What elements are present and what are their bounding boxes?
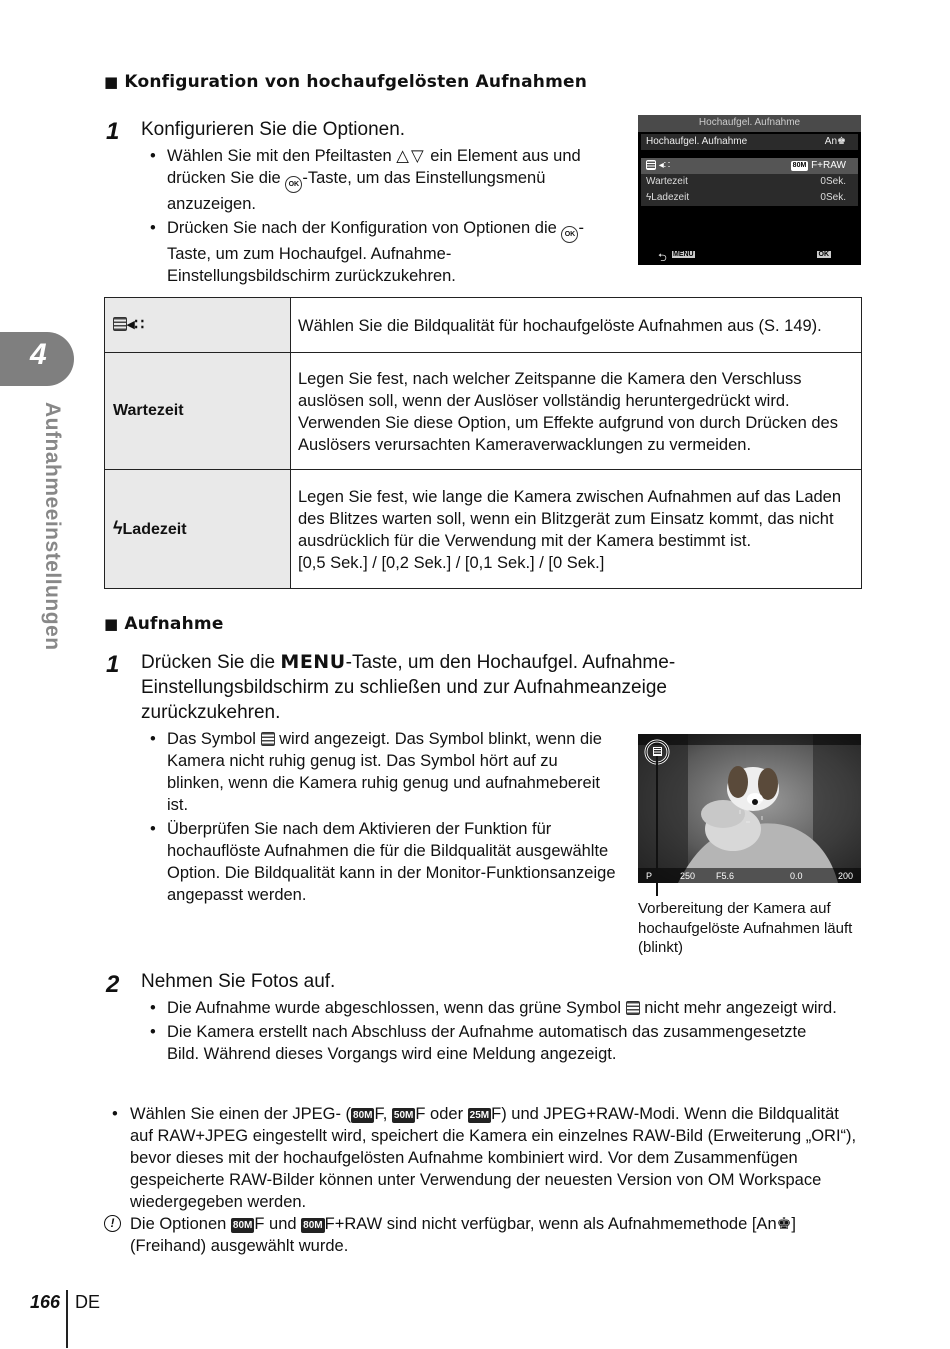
page-number: 166 [30, 1292, 61, 1312]
mode-label: P [646, 871, 653, 881]
table-key [105, 298, 291, 353]
quality-50m-icon: 50M [393, 1110, 414, 1121]
ev-readout: 0.0 [790, 871, 803, 881]
handheld-icon: ♚ [776, 1215, 792, 1233]
table-desc: Legen Sie fest, nach welcher Zeitspanne die Kamera den Verschluss auslösen soll, wenn der Auslöser vollständig heruntergedrückt wird. Verwenden Sie diese Option, um Effekte aufgrund von durch Drücken des Auslösers verursachten Kameraverwacklungen zu vermeiden. [291, 353, 862, 470]
table-key: Wartezeit [105, 353, 291, 470]
note-caution: ! Die Optionen 80M F und 80M F+RAW sind nicht verfügbar, wenn als Aufnahmemethode [An♚] (Freihand) ausgewählt wurde. [104, 1213, 864, 1257]
quality-80m-icon: 80M [303, 1220, 323, 1231]
camera-menu-footer: ⮌ MENU OK [638, 249, 861, 263]
table-key: ϟLadezeit [105, 470, 291, 589]
table-desc: Legen Sie fest, wie lange die Kamera zwischen Aufnahmen auf das Laden des Blitzes warten soll, wenn ein Blitzgerät zum Einsatz kommt, das nicht ausdrücklich für die Verwendung mit der Kamera bestimmt ist. [0,5 Sek.] / [0,2 Sek.] / [0,1 Sek.] / [0 Sek.] [291, 470, 862, 589]
quality-icon: ◂∷ [658, 160, 671, 171]
camera-menu-row: ϟLadezeit 0Sek. [641, 190, 858, 206]
ok-button-icon: OK [285, 176, 302, 193]
callout-line [656, 756, 658, 896]
high-res-icon [261, 732, 275, 746]
step-number: 2 [106, 971, 120, 998]
chapter-number: 4 [30, 338, 47, 371]
options-table [104, 297, 862, 589]
bullet-item: • Die Kamera erstellt nach Abschluss der Aufnahme automatisch das zusammengesetzte Bild. Während dieses Vorgangs wird eine Meldung angezeigt. [141, 1021, 841, 1065]
caution-icon: ! [104, 1215, 121, 1232]
live-view-image [638, 734, 861, 883]
table-row [105, 470, 862, 589]
menu-button-label: MENU [280, 651, 346, 673]
high-res-icon [626, 1001, 640, 1015]
section-title-shooting: ■ Aufnahme [104, 614, 224, 634]
camera-menu-row: ◂∷ 80M F+RAW [641, 158, 858, 174]
camera-menu-screenshot [638, 115, 861, 265]
flash-icon: ϟ [646, 192, 652, 203]
photo-caption: Vorbereitung der Kamera auf hochaufgelöste Aufnahmen läuft (blinkt) [638, 900, 853, 956]
bullet-item: • Wählen Sie mit den Pfeiltasten △▽ ein Element aus und drücken Sie die OK -Taste, um das Einstellungsmenü anzuzeigen. [141, 145, 591, 215]
camera-menu-title: Hochaufgel. Aufnahme [638, 115, 861, 132]
chapter-label: Aufnahmeeinstellungen [41, 402, 64, 651]
quality-80m-icon: 80M [232, 1220, 253, 1231]
shutter-readout: 250 [680, 871, 696, 881]
step-text: Drücken Sie die MENU-Taste, um den Hochaufgel. Aufnahme-Einstellungsbildschirm zu schließen und zur Aufnahmeanzeige zurückzukehren. [141, 651, 676, 723]
step-number: 1 [106, 651, 120, 678]
step-number: 1 [106, 118, 120, 145]
quality-25m-icon: 25M [469, 1110, 490, 1121]
arrow-up-down-icon: △▽ [396, 147, 426, 165]
section-title-config: ■ Konfiguration von hochaufgelösten Aufnahmen [104, 72, 587, 92]
note-item: • Wählen Sie einen der JPEG- ( 80M F, 50M F oder 25M F) und JPEG+RAW-Modi. Wenn die Bildqualität auf RAW+JPEG eingestellt wird, speichert die Kamera ein einzelnes RAW-Bild (Erweiterung „ORI“), bevor dieses mit der hochaufgelösten Aufnahme kombiniert wird. Vor dem Zusammenfügen gespeicherte RAW-Bilder können unter Verwendung der neuesten Version von OM Workspace wiedergegeben werden. [112, 1105, 857, 1211]
notes [104, 1103, 864, 1257]
ok-button-icon: OK [561, 226, 578, 243]
high-res-blink-icon [653, 747, 662, 756]
step-text: Konfigurieren Sie die Optionen. [141, 119, 406, 140]
step-bullets [141, 145, 591, 287]
camera-menu-row: Wartezeit 0Sek. [641, 174, 858, 190]
table-desc: Wählen Sie die Bildqualität für hochaufgelöste Aufnahmen aus (S. 149). [291, 298, 862, 353]
bullet-item: • Drücken Sie nach der Konfiguration von Optionen die OK -Taste, um zum Hochaufgel. Aufnahme-Einstellungsbildschirm zurückzukehren. [141, 217, 591, 287]
step-bullets [141, 728, 616, 906]
table-row [105, 298, 862, 353]
iso-readout: 200 [838, 871, 854, 881]
footer-divider [66, 1290, 68, 1348]
quality-80m-icon: 80M [353, 1110, 373, 1121]
flash-icon: ϟ [113, 518, 123, 538]
high-res-icon [646, 160, 656, 170]
handheld-icon: ♚ [837, 136, 846, 147]
bullet-item: • Überprüfen Sie nach dem Aktivieren der Funktion für hochauflöste Aufnahmen die für die Bildqualität ausgewählte Option. Die Bildqualität kann in der Monitor-Funktionsanzeige angepasst werden. [141, 818, 616, 906]
step-bullets [141, 997, 841, 1065]
back-icon: ⮌ [658, 252, 667, 264]
high-res-icon [113, 317, 127, 331]
camera-live-view [638, 734, 861, 883]
step-text: Nehmen Sie Fotos auf. [141, 971, 336, 992]
camera-menu-row: Hochaufgel. Aufnahme An♚ [641, 134, 858, 150]
bullet-item: • Die Aufnahme wurde abgeschlossen, wenn das grüne Symbol nicht mehr angezeigt wird. [141, 997, 841, 1019]
quality-icon: ◂∷ [127, 316, 145, 333]
table-row [105, 353, 862, 470]
aperture-readout: F5.6 [716, 871, 735, 881]
language-code: DE [75, 1292, 101, 1312]
bullet-item: • Das Symbol wird angezeigt. Das Symbol blinkt, wenn die Kamera nicht ruhig genug ist. Das Symbol hört auf zu blinken, wenn die Kamera ruhig genug und aufnahmebereit ist. [141, 728, 616, 816]
